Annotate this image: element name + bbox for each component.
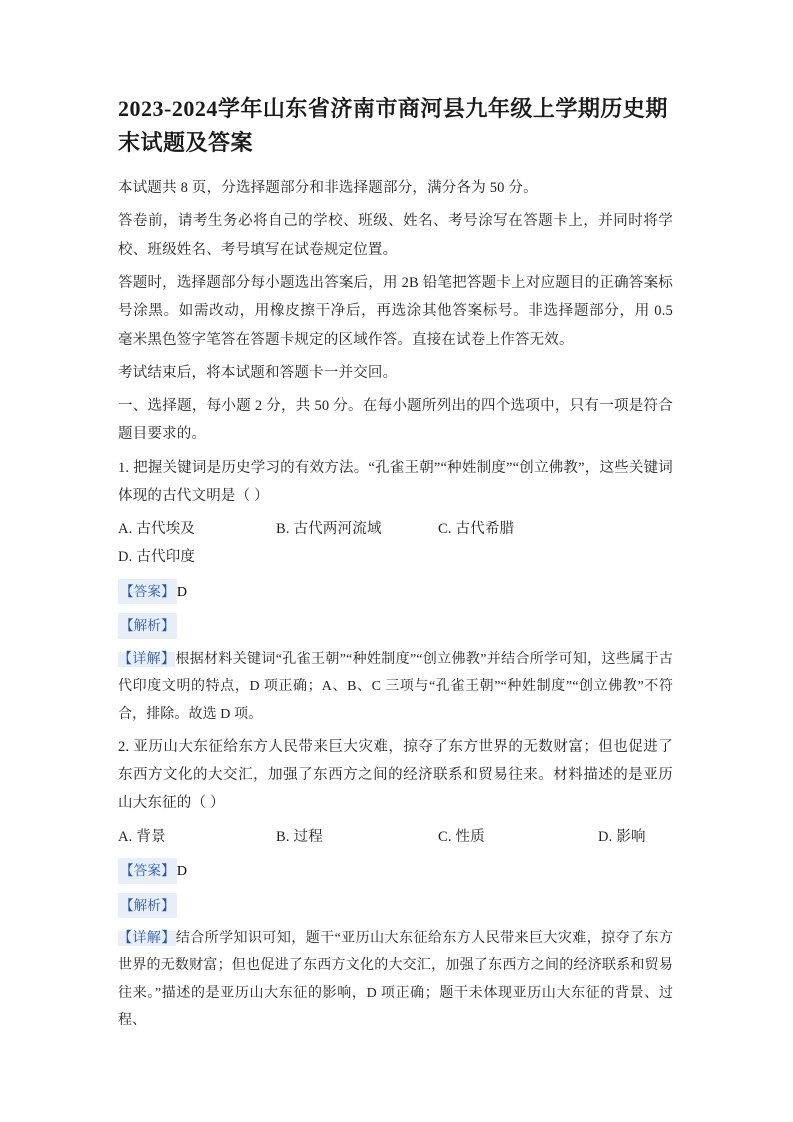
analysis-label: 【解析】 [118, 613, 177, 639]
answer-value: D [176, 863, 187, 879]
page-title: 2023-2024学年山东省济南市商河县九年级上学期历史期末试题及答案 [118, 96, 668, 156]
answer-row [118, 856, 673, 888]
option-b[interactable]: B. 古代两河流域 [276, 521, 382, 538]
answer-label: 【答案】 [118, 579, 177, 605]
analysis-row [118, 611, 673, 643]
analysis-row [118, 891, 673, 923]
detail-paragraph [118, 925, 673, 1034]
detail-label: 【详解】 [118, 931, 176, 947]
section-heading: 一、选择题，每小题 2 分，共 50 分。在每小题所列出的四个选项中，只有一项是符合题目要求的。 [118, 398, 673, 443]
instruction-line: 答卷前，请考生务必将自己的学校、班级、姓名、考号涂写在答题卡上，并同时将学校、班级姓名、考号填写在试卷规定位置。 [118, 213, 673, 258]
detail-paragraph [118, 646, 673, 728]
option-d[interactable]: D. 影响 [598, 828, 646, 845]
answer-value: D [176, 584, 187, 600]
answer-row [118, 577, 673, 609]
detail-label: 【详解】 [118, 651, 176, 667]
instruction-line: 答题时，选择题部分每小题选出答案后，用 2B 铅笔把答题卡上对应题目的正确答案标号涂黑。如需改动，用橡皮擦干净后，再选涂其他答案标号。非选择题部分，用 0.5 毫米黑色签字笔答在答题卡规定的区域作答。直接在试卷上作答无效。 [118, 274, 673, 348]
detail-text: 结合所学知识可知，题干“亚历山大东征给东方人民带来巨大灾难，掠夺了东方世界的无数财富；但也促进了东西方文化的大交汇，加强了东西方之间的经济联系和贸易往来。”描述的是亚历山大东征的影响，D 项正确；题干未体现亚历山大东征的背景、过程、 [118, 931, 673, 1029]
answer-label: 【答案】 [118, 858, 177, 884]
option-c[interactable]: C. 古代希腊 [438, 521, 515, 538]
question-stem: 2. 亚历山大东征给东方人民带来巨大灾难，掠夺了东方世界的无数财富；但也促进了东西方文化的大交汇，加强了东西方之间的经济联系和贸易往来。材料描述的是亚历山大东征的（ ） [118, 738, 673, 812]
question-options [118, 823, 673, 851]
question-stem: 1. 把握关键词是历史学习的有效方法。“孔雀王朝”“种姓制度”“创立佛教”，这些关键词体现的古代文明是（ ） [118, 459, 673, 504]
instruction-line: 考试结束后，将本试题和答题卡一并交回。 [118, 364, 398, 381]
option-b[interactable]: B. 过程 [276, 828, 323, 845]
analysis-label: 【解析】 [118, 893, 177, 919]
detail-text: 根据材料关键词“孔雀王朝”“种姓制度”“创立佛教”并结合所学可知，这些属于古代印度文明的特点，D 项正确；A、B、C 三项与“孔雀王朝”“种姓制度”“创立佛教”不符合，排除。故选 D 项。 [118, 651, 673, 722]
question-options [118, 515, 673, 572]
option-a[interactable]: A. 古代埃及 [118, 521, 196, 538]
option-a[interactable]: A. 背景 [118, 828, 166, 845]
instruction-line: 本试题共 8 页，分选择题部分和非选择题部分，满分各为 50 分。 [118, 180, 538, 197]
option-c[interactable]: C. 性质 [438, 828, 485, 845]
option-d[interactable]: D. 古代印度 [118, 549, 196, 566]
